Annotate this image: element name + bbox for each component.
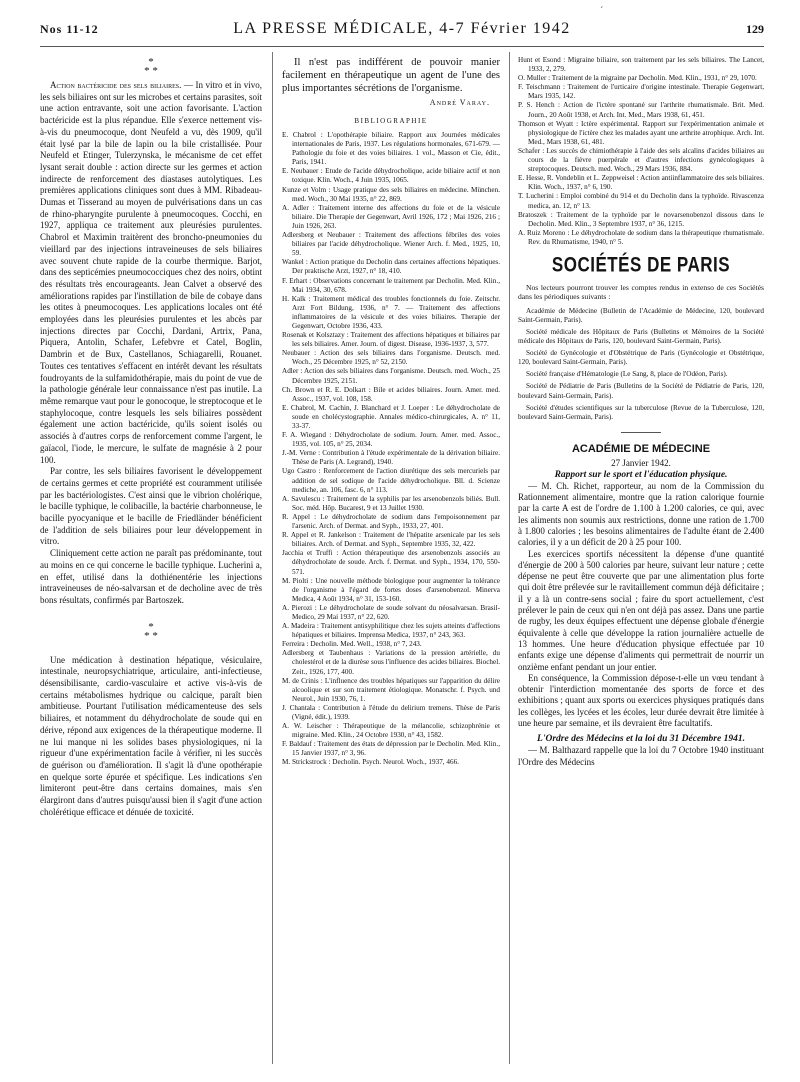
bibliography-entry: F. Erhart : Observations concernant le traitement par Decholin. Med. Klin., Mai 1934, 30, 678. <box>282 276 500 294</box>
paragraph: — M. Ch. Richet, rapporteur, au nom de la Commission du Rationnement alimentaire, montre que la ration calorique fournie par la carte A est de l'ordre de 1.100 à 1.200 calories, ce qui, avec les aliments non soumis aux restrictions, donne une ration de 1.700 à 1.800 calories ; les besoins alimentaires de l'adulte étant de 2.400 calories, il y a un déficit de 20 à 25 pour 100. <box>518 480 764 548</box>
bibliography-entry: M. de Crinis : L'influence des troubles hépatiques sur l'apparition du délire alcoolique et sur son traitement étiologique. Monatschr. f. Psych. und Neurol., Juin 1930, 76, 1. <box>282 676 500 703</box>
issue-number: Nos 11-12 <box>40 22 99 36</box>
bibliography-entry: F. Teischmann : Traitement de l'urticaire d'origine intestinale. Therapie Gegenwart, Mars 1935, 142. <box>518 83 764 101</box>
bibliography-entry: A. Pierozi : Le déhydrocholate de soude solvant du néosalvarsan. Brasil-Medico, 29 Mai 1937, n° 22, 620. <box>282 603 500 621</box>
bibliography-entry: E. Hesse, R. Vondeblin et L. Zeppweisel : Action antiinflammatoire des sels biliaires. Klin. Woch., 1937, n° 6, 190. <box>518 174 764 192</box>
bibliography-entry: Kunze et Volm : Usage pratique des sels biliaires en médecine. München. med. Woch., 30 Mai 1935, n° 22, 869. <box>282 185 500 203</box>
societe-entry: Société de Gynécologie et d'Obstétrique de Paris (Gynécologie et Obstétrique, 120, boulevard Saint-Germain, Paris). <box>518 349 764 367</box>
bibliography-entry: R. Appel et R. Jankelson : Traitement de l'hépatite arsenicale par les sels biliaires. Arch. of Dermat. and Syph., Septembre 1935, 32, 422. <box>282 531 500 549</box>
bibliography-entry: Ch. Brown et R. E. Dolkart : Bile et acides biliaires. Journ. Amer. med. Assoc., 1937, vol. 108, 158. <box>282 385 500 403</box>
session-date: 27 Janvier 1942. <box>611 457 671 468</box>
bibliography-entry: O. Muller : Traitement de la migraine par Decholin. Med. Klin., 1931, n° 29, 1070. <box>518 74 757 83</box>
bibliography-entry: R. Appel : Le déhydrocholate de sodium dans l'empoisonnement par l'arsenic. Arch. of Dermat. and Syph., 1933, 27, 401. <box>282 512 500 531</box>
bibliography-list-continued <box>518 56 764 247</box>
societe-entry: Académie de Médecine (Bulletin de l'Académie de Médecine, 120, boulevard Saint-Germain, Paris). <box>518 306 764 324</box>
bibliography-entry: A. Ruiz Moreno : Le déhydrocholate de sodium dans la thérapeutique rhumatismale. Rev. du Rhumatisme, 1940, n° 5. <box>518 228 764 246</box>
bibliography-entry: J.-M. Verne : Contribution à l'étude expérimentale de la dérivation biliaire. Thèse de Paris (A. Legrand), 1940. <box>282 449 500 467</box>
column-middle <box>282 56 500 1066</box>
bibliography-entry: T. Lucherini : Emploi combiné du 914 et du Decholin dans la typhoïde. Rivascenza medica, an. 12, n° 13. <box>518 192 764 210</box>
societe-entry: Société médicale des Hôpitaux de Paris (Bulletins et Mémoires de la Société médicale des Hôpitaux de Paris, 120, boulevard Saint-Germain, Paris). <box>518 327 764 346</box>
author-signature: André Varay. <box>429 98 490 107</box>
bibliography-heading: BIBLIOGRAPHIE <box>354 117 428 125</box>
bibliography-entry: Wankel : Action pratique du Decholin dans certaines affections hépatiques. Der praktische Arzt, 1927, n° 18, 410. <box>282 258 500 276</box>
section-stars: * * * <box>144 56 158 77</box>
bibliography-entry: Bratoszek : Traitement de la typhoïde par le novarsenobenzol dissous dans le Decholin. Med. Klin., 3 Septembre 1937, n° 36, 1215. <box>518 210 764 228</box>
running-header <box>40 20 764 44</box>
bibliography-list <box>282 131 500 768</box>
societe-entry: Société de Pédiatrie de Paris (Bulletins de la Société de Pédiatrie de Paris, 120, boulevard Saint-Germain, Paris). <box>518 382 764 400</box>
bibliography-entry: E. Chabrol : L'opothérapie biliaire. Rapport aux Journées médicales internationales de Paris, 1937. Les régulations hormonales, 671-679. — Pathologie du foie et des voies biliaires. 1 vol., Masson et Cie, édit., Paris, 1941. <box>282 131 500 167</box>
ink-mark: ˊ <box>600 6 604 17</box>
bibliography-entry: Ugo Castro : Renforcement de l'action diurétique des sels mercuriels par addition de sel sodique de l'acide déhydrocholique. Bll. d. Scienze mediche, an. 106, fasc. 6, n° 113. <box>282 467 500 494</box>
bibliography-entry: Adlersberg et Neubauer : Traitement des affections fébriles des voies biliaires par l'acide déhydrocholique. Wiener Arch. f. Med., 1925, 10, 59. <box>282 231 500 258</box>
journal-title: LA PRESSE MÉDICALE, 4-7 Février 1942 <box>233 20 571 37</box>
paragraph: Les exercices sportifs nécessitent la dépense d'une quantité d'énergie de 200 à 500 calories par heure, suivant leur nature ; cette dépense ne peut être couverte que par une alimentation plus forte qui doit être prélevée sur le ravitaillement commun déjà déficitaire ; il y a là un contre-sens social ; faire du sport actuellement, c'est prélever le pain de ceux qui n'en ont déjà pas assez. Dans une partie de rugby, les deux équipes effectuent une dépense globale d'énergie équivalente à celle que développe la ration journalière actuelle de 13 hommes. Une heure d'éducation physique effectuée par 10 enfants exige une dépense d'aliments qui permettrait de nourrir un onzième enfant pendant un jour entier. <box>518 548 764 672</box>
closing-paragraph: Il n'est pas indifférent de pouvoir manier facilement en thérapeutique un agent de l'une des plus importantes sécrétions de l'organisme. <box>282 57 500 94</box>
column-right <box>518 56 764 1066</box>
bibliography-entry: Adler : Action des sels biliaires dans l'organisme. Deutsch. med. Woch., 25 Décembre 1925, 2151. <box>282 367 500 385</box>
bibliography-entry: Schafer : Les succès de chimiothérapie à l'aide des sels alcalins d'acides biliaires au cours de la fièvre puerpérale et d'autres infections gynécologiques à streptocoques. Deutsch. med. Woch., 29 Mars 1936, 884. <box>518 146 764 174</box>
bibliography-entry: A. W. Leischer : Thérapeutique de la mélancolie, schizophrénie et migraine. Med. Klin., 24 Octobre 1930, n° 43, 1582. <box>282 722 500 740</box>
bibliography-entry: Rosenak et Kolsztazy : Traitement des affections hépatiques et biliaires par les sels biliaires. Amer. Journ. of digest. Disease, 1936-1937, 3, 577. <box>282 331 500 349</box>
academie-heading: ACADÉMIE DE MÉDECINE <box>571 442 711 455</box>
bibliography-entry: A. Adler : Traitement interne des affections du foie et de la vésicule biliaire. Die Therapie der Gegenwart, Avril 1926, 172 ; Mai 1926, 216 ; Juin 1926, 263. <box>282 203 500 230</box>
bibliography-entry: P. S. Hench : Action de l'ictère spontané sur l'arthrite rhumatismale. Brit. Med. Journ., 20 Août 1938, et Arch. Int. Med., Mars 1938, 61, 451. <box>518 101 764 119</box>
bibliography-entry: E. Chabrol, M. Cachin, J. Blanchard et J. Loeper : Le déhydrocholate de soude en cholécystographie. Annales médico-chirurgicales, A. n° 11, 33-37. <box>282 403 500 430</box>
bibliography-entry: Jacchia et Truffi : Action thérapeutique des arsenobenzols associés au déhydrocholate de soude. Arch. f. Dermat. und Syph., 1934, 170, 550-571. <box>282 549 500 576</box>
bibliography-entry: Ferreira : Decholin. Med. Well., 1938, n° 7, 243. <box>282 640 422 649</box>
bibliography-entry: F. A. Wiegand : Déhydrocholate de sodium. Journ. Amer. med. Assoc., 1935, vol. 105, n° 25, 2034. <box>282 431 500 449</box>
column-divider <box>272 52 273 1064</box>
paragraph: Par contre, les sels biliaires favorisent le développement de certains germes et cette propriété est couramment utilisée par les bactériologistes. C'est ainsi que le vibrion cholérique, le bacille typhique, le colibacille, la bactérie charbonneuse, le bacille pyocyanique et le bacille de Friedländer bénéficient de l'addition de sels biliaires pour leur développement in vitro. <box>40 466 262 547</box>
bibliography-entry: M. Piolti : Une nouvelle méthode biologique pour augmenter la tolérance de l'organisme à l'égard de fortes doses d'arsenobenzol. Minerva Medica, 4 Août 1934, n° 31, 153-160. <box>282 576 500 603</box>
bibliography-entry: Neubauer : Action des sels biliaires dans l'organisme. Deutsch. med. Woch., 25 Décembre 1925, n° 52, 2150. <box>282 349 500 367</box>
societe-entry: Société française d'Hématologie (Le Sang, 8, place de l'Odéon, Paris). <box>526 370 728 379</box>
societes-intro: Nos lecteurs pourront trouver les comptes rendus in extenso de ces Sociétés dans les périodiques suivants : <box>518 282 764 302</box>
bibliography-entry: M. Strickstrock : Decholin. Psych. Neurol. Woch., 1937, 466. <box>282 758 459 767</box>
bibliography-entry: J. Chantala : Contribution à l'étude du delirium tremens. Thèse de Paris (Vigné, édit.), 1939. <box>282 703 500 721</box>
bibliography-entry: A. Madeira : Traitement antisyphilitique chez les sujets atteints d'affections hépatiques et biliaires. Imprensa Medica, 1937, n° 243, 363. <box>282 622 500 640</box>
societes-heading: SOCIÉTÉS DE PARIS <box>551 252 731 277</box>
page-number: 129 <box>746 22 764 36</box>
bibliography-entry: Adlersberg et Taubenhaus : Variations de la pression artérielle, du cholestérol et de la diurèse sous l'influence des acides biliaires. Biochel. Zeit., 1926, 177, 400. <box>282 649 500 676</box>
bibliography-entry: Hunt et Esond : Migraine biliaire, son traitement par les sels biliaires. The Lancet, 1933, 2, 279. <box>518 56 764 74</box>
section-stars: * * * <box>144 620 158 642</box>
bibliography-entry: F. Baldauf : Traitement des états de dépression par le Decholin. Med. Klin., 15 Janvier 1937, n° 3, 96. <box>282 740 500 758</box>
bibliography-entry: H. Kalk : Traitement médical des troubles fonctionnels du foie. Zeitschr. Arzt Fort Bildung, 1936, n° 7. — Traitement des affections inflammatoires de la vésicule et des voies biliaires. Therapie der Gegenwart, Octobre 1936, 433. <box>282 294 500 330</box>
header-rule <box>40 46 764 47</box>
bibliography-entry: Thomson et Wyatt : Ictère expérimental. Rapport sur l'expérimentation animale et physiologique de l'ictère chez les malades ayant une arthrite atrophique. Arch. Int. Med., Mars 1938, 61, 481. <box>518 119 764 146</box>
bibliography-entry: E. Neubauer : Etude de l'acide déhydrocholique, acide biliaire actif et non toxique. Klin. Woch., 4 Juin 1935, 1065. <box>282 167 500 185</box>
paragraph: En conséquence, la Commission dépose-t-elle un vœu tendant à obtenir l'interdiction momentanée des sports de force et des exhibitions ; quant aux sports ou exercices physiques pratiqués dans les collèges, les lycées et les écoles, leur durée devrait être limitée à une heure par semaine, et ils devraient être facultatifs. <box>518 672 764 729</box>
societe-entry: Société d'études scientifiques sur la tuberculose (Revue de la Tuberculose, 120, boulevard Saint-Germain, Paris). <box>518 403 764 421</box>
paragraph-bactericidal-action: Action bactéricide des sels biliaires. — In vitro et in vivo, les sels biliaires ont sur les microbes et certains parasites, soit une action entravante, soit une action favorisante. L'action bactéricide est la plus répandue. Elle s'exerce nettement vis-à-vis du pneumocoque, dont Neufeld a vu, dès 1909, qu'il était lysé par la bile de lapin ou la bile cristallisée. Pour Neufeld et Etinger, Tulerzynska, le mécanisme de cet effet lysant serait double : action directe sur les germes et action indirecte de renforcement des diastases autolytiques. Les premières applications cliniques sont dues à MM. Ribadeau-Dumas et Tisserand au moyen de pulvérisations dans un cas de rhino-pharyngite purulente à pneumocoques. Cocchi, en 1927, appliqua ce traitement aux pleurésies purulentes. Chabrol et Maximin traitèrent des broncho-pneumonies du vieillard par des injections intraveineuses de sels biliaires avec souvent chute rapide de la courbe thermique. Barjot, dans des septicémies pneumococciques chez des noirs, obtint des résultats très encourageants. Jean Calvet a observé des améliorations rapides par l'instillation de bile de cobaye dans les otites à pneumocoques. Les applications locales ont été employées dans les pleurésies purulentes et les abcès par injections directes par Cocchi, Dardani, Artrix, Pana, Piquera, Antolin, Schafer, Lefebvre et Catel, Boglin, Dambrin et de Bux, Castellanos, Schiagarelli, Rouanet. Toutes ces tentatives s'effacent en intérêt devant les résultats foudroyants de la sulfamidothérapie, mais du point de vue de la pathologie générale leur connaissance n'est pas inutile. La même remarque vaut pour le gonocoque, le streptocoque et le staphylocoque, contre lesquels les sels biliaires possèdent également une action bactéricide, qu'ils soient isolés ou associés à d'autres corps de renforcement comme l'argent, le gaïacol, l'iode, le mercure, le sulfate de magnésie à 2 pour 100. <box>40 80 262 465</box>
subheading-sport: Rapport sur le sport et l'éducation physique. <box>554 469 728 480</box>
paragraph: — M. Balthazard rappelle que la loi du 7 Octobre 1940 instituant l'Ordre des Médecins <box>518 745 764 767</box>
paragraph-conclusion: Une médication à destination hépatique, vésiculaire, intestinale, neuropsychiatrique, articulaire, anti-infectieuse, désensibilisante, cardio-vasculaire et active vis-à-vis de certains métabolismes hydrique ou calcique, paraît bien ambitieuse. Pourtant l'utilisation médicamenteuse des sels biliaires, et notamment du déhydrocholate de soude qui en dérive, répond aux exigences de la thérapeutique moderne. Il ne lui manque ni les solides bases physiologiques, ni la rigueur d'une expérimentation facile à vérifier, ni les succès de guérison ou d'amélioration. Il s'agit là d'une opothérapie en quelque sorte épurée et spécifique. Les indications s'en limiteront peut-être dans certains domaines, mais s'en élargiront dans d'autres puisqu'aussi bien il s'agit d'une action cholérétique efficace et dénuée de toxicité. <box>40 654 262 817</box>
section-divider <box>621 432 661 433</box>
paragraph-lead: Action bactéricide des sels biliaires. <box>50 80 182 90</box>
subheading-ordre: L'Ordre des Médecins et la loi du 31 Décembre 1941. <box>537 734 745 745</box>
paragraph: Cliniquement cette action ne paraît pas prédominante, tout au moins en ce qui concerne le bacille typhique. Lucherini a, en effet, utilisé dans la dothiénentérie les injections intraveineuses de néo-salvarsan et de decholine avec de très bons résultats, confirmés par Bartoszek. <box>40 548 262 605</box>
column-divider <box>509 52 510 1064</box>
bibliography-entry: A. Savulescu : Traitement de la syphilis par les arsenobenzols biliés. Bull. Soc. méd. Hôp. Bucarest, 9 et 13 Juillet 1930. <box>282 494 500 512</box>
column-left <box>40 56 262 1066</box>
societes-list <box>518 307 764 422</box>
